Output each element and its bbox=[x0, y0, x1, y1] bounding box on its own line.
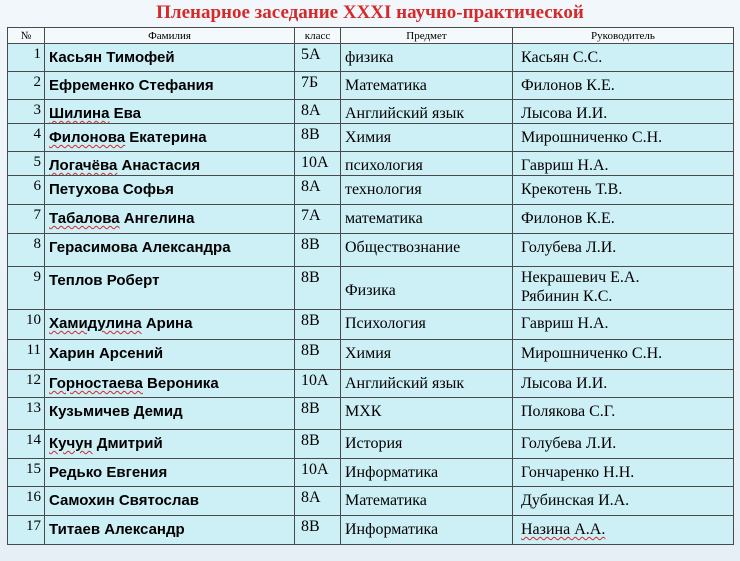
student-firstname: Стефания bbox=[134, 77, 214, 94]
student-name bbox=[45, 430, 295, 459]
header-leader: Руководитель bbox=[513, 28, 734, 44]
class-cell: 8А bbox=[295, 487, 341, 516]
student-surname: Хамидулина bbox=[49, 315, 142, 332]
leader-name: Лысова И.И. bbox=[521, 105, 608, 122]
subject-cell: Химия bbox=[341, 124, 513, 152]
row-number: 1 bbox=[8, 44, 45, 72]
leader-name-2: Рябинин К.С. bbox=[521, 288, 613, 305]
subject-cell: Обществознание bbox=[341, 234, 513, 267]
leader-cell bbox=[513, 100, 734, 124]
student-name bbox=[45, 205, 295, 234]
student-name bbox=[45, 398, 295, 430]
student-firstname: Александра bbox=[137, 239, 231, 256]
student-surname: Харин bbox=[49, 345, 95, 362]
row-number: 17 bbox=[8, 516, 45, 545]
leader-name: Гавриш Н.А. bbox=[521, 315, 609, 332]
subject-cell: История bbox=[341, 430, 513, 459]
row-number: 11 bbox=[8, 340, 45, 370]
leader-cell bbox=[513, 44, 734, 72]
leader-cell bbox=[513, 340, 734, 370]
table-row bbox=[8, 176, 734, 205]
student-firstname: Софья bbox=[118, 181, 174, 198]
leader-cell bbox=[513, 310, 734, 340]
student-surname: Герасимова bbox=[49, 239, 138, 256]
subject-cell: Физика bbox=[341, 267, 513, 310]
student-firstname: Демид bbox=[129, 403, 183, 420]
subject-cell: Психология bbox=[341, 310, 513, 340]
class-cell: 8А bbox=[295, 100, 341, 124]
student-name bbox=[45, 124, 295, 152]
subject-cell: психология bbox=[341, 152, 513, 176]
table-header-row bbox=[8, 28, 734, 44]
subject-cell: МХК bbox=[341, 398, 513, 430]
student-surname: Самохин bbox=[49, 492, 115, 509]
subject-cell: Английский язык bbox=[341, 370, 513, 398]
student-surname: Петухова bbox=[49, 181, 119, 198]
student-name bbox=[45, 310, 295, 340]
student-surname: Табалова bbox=[49, 210, 120, 227]
header-name: Фамилия bbox=[45, 28, 295, 44]
student-name bbox=[45, 152, 295, 176]
class-cell: 8В bbox=[295, 516, 341, 545]
leader-name: Голубева Л.И. bbox=[521, 239, 617, 256]
student-name bbox=[45, 44, 295, 72]
leader-name: Мирошниченко С.Н. bbox=[521, 345, 663, 362]
slide-title: Пленарное заседание XXXI научно-практической bbox=[156, 2, 584, 23]
row-number: 10 bbox=[8, 310, 45, 340]
table-row bbox=[8, 430, 734, 459]
student-surname: Титаев bbox=[49, 521, 101, 538]
row-number: 8 bbox=[8, 234, 45, 267]
row-number: 7 bbox=[8, 205, 45, 234]
student-name bbox=[45, 176, 295, 205]
table-body bbox=[8, 44, 734, 545]
row-number: 9 bbox=[8, 267, 45, 310]
student-firstname: Тимофей bbox=[102, 49, 175, 66]
student-firstname: Святослав bbox=[114, 492, 199, 509]
class-cell: 8В bbox=[295, 430, 341, 459]
table-row bbox=[8, 234, 734, 267]
table-row bbox=[8, 152, 734, 176]
student-firstname: Вероника bbox=[142, 375, 219, 392]
class-cell: 8А bbox=[295, 176, 341, 205]
leader-name: Гавриш Н.А. bbox=[521, 157, 609, 174]
row-number: 16 bbox=[8, 487, 45, 516]
subject-cell: Математика bbox=[341, 487, 513, 516]
student-name bbox=[45, 340, 295, 370]
leader-name: Некрашевич Е.А. bbox=[521, 269, 640, 286]
class-cell: 8В bbox=[295, 234, 341, 267]
leader-name: Мирошниченко С.Н. bbox=[521, 129, 663, 146]
student-surname: Ефременко bbox=[49, 77, 135, 94]
student-surname: Логачёва bbox=[49, 157, 118, 174]
row-number: 5 bbox=[8, 152, 45, 176]
student-name bbox=[45, 267, 295, 310]
student-surname: Редько bbox=[49, 464, 103, 481]
student-firstname: Арина bbox=[141, 315, 193, 332]
student-name bbox=[45, 72, 295, 100]
table-row bbox=[8, 72, 734, 100]
row-number: 3 bbox=[8, 100, 45, 124]
leader-name: Дубинская И.А. bbox=[521, 492, 630, 509]
leader-name: Филонов К.Е. bbox=[521, 77, 615, 94]
row-number: 12 bbox=[8, 370, 45, 398]
class-cell: 8В bbox=[295, 340, 341, 370]
header-subject: Предмет bbox=[341, 28, 513, 44]
leader-cell bbox=[513, 487, 734, 516]
leader-name: Назина А.А. bbox=[521, 521, 606, 538]
subject-cell: физика bbox=[341, 44, 513, 72]
leader-name: Касьян С.С. bbox=[521, 49, 603, 66]
subject-cell: Химия bbox=[341, 340, 513, 370]
row-number: 6 bbox=[8, 176, 45, 205]
class-cell: 8В bbox=[295, 310, 341, 340]
class-cell: 10А bbox=[295, 459, 341, 487]
class-cell: 8В bbox=[295, 267, 341, 310]
student-surname: Горностаева bbox=[49, 375, 143, 392]
subject-cell: математика bbox=[341, 205, 513, 234]
table-row bbox=[8, 516, 734, 545]
student-name bbox=[45, 234, 295, 267]
table-row bbox=[8, 340, 734, 370]
class-cell: 7Б bbox=[295, 72, 341, 100]
leader-cell bbox=[513, 430, 734, 459]
table-row bbox=[8, 370, 734, 398]
header-num: № bbox=[8, 28, 45, 44]
leader-name: Крекотень Т.В. bbox=[521, 181, 623, 198]
student-firstname: Ангелина bbox=[119, 210, 195, 227]
row-number: 14 bbox=[8, 430, 45, 459]
participants-table bbox=[7, 27, 734, 545]
row-number: 4 bbox=[8, 124, 45, 152]
table-row bbox=[8, 398, 734, 430]
leader-cell bbox=[513, 205, 734, 234]
student-name bbox=[45, 516, 295, 545]
student-firstname: Екатерина bbox=[125, 129, 207, 146]
student-surname: Теплов bbox=[49, 272, 103, 289]
leader-name: Лысова И.И. bbox=[521, 375, 608, 392]
student-surname: Шилина bbox=[49, 105, 110, 122]
leader-cell bbox=[513, 124, 734, 152]
student-name bbox=[45, 370, 295, 398]
leader-cell bbox=[513, 267, 734, 310]
class-cell: 8В bbox=[295, 124, 341, 152]
leader-name: Полякова С.Г. bbox=[521, 403, 616, 420]
student-surname: Кузьмичев bbox=[49, 403, 130, 420]
subject-cell: Математика bbox=[341, 72, 513, 100]
student-firstname: Евгения bbox=[102, 464, 168, 481]
leader-cell bbox=[513, 176, 734, 205]
student-surname: Кучун bbox=[49, 435, 93, 452]
leader-name: Голубева Л.И. bbox=[521, 435, 617, 452]
subject-cell: Информатика bbox=[341, 516, 513, 545]
leader-cell bbox=[513, 234, 734, 267]
subject-cell: технология bbox=[341, 176, 513, 205]
table-row bbox=[8, 459, 734, 487]
subject-cell: Английский язык bbox=[341, 100, 513, 124]
leader-cell bbox=[513, 459, 734, 487]
subject-cell: Информатика bbox=[341, 459, 513, 487]
student-name bbox=[45, 459, 295, 487]
leader-name: Филонов К.Е. bbox=[521, 210, 615, 227]
table-row bbox=[8, 205, 734, 234]
student-firstname: Анастасия bbox=[117, 157, 201, 174]
student-name bbox=[45, 487, 295, 516]
leader-cell bbox=[513, 398, 734, 430]
table-row bbox=[8, 267, 734, 310]
student-surname: Филонова bbox=[49, 129, 126, 146]
table-row bbox=[8, 487, 734, 516]
class-cell: 5А bbox=[295, 44, 341, 72]
leader-cell bbox=[513, 152, 734, 176]
leader-cell bbox=[513, 516, 734, 545]
student-firstname: Арсений bbox=[94, 345, 164, 362]
table-row bbox=[8, 310, 734, 340]
table-row bbox=[8, 44, 734, 72]
row-number: 2 bbox=[8, 72, 45, 100]
row-number: 15 bbox=[8, 459, 45, 487]
class-cell: 8В bbox=[295, 398, 341, 430]
class-cell: 10А bbox=[295, 152, 341, 176]
student-firstname: Роберт bbox=[102, 272, 160, 289]
leader-name: Гончаренко Н.Н. bbox=[521, 464, 635, 481]
student-surname: Касьян bbox=[49, 49, 103, 66]
class-cell: 10А bbox=[295, 370, 341, 398]
leader-cell bbox=[513, 370, 734, 398]
leader-cell bbox=[513, 72, 734, 100]
class-cell: 7А bbox=[295, 205, 341, 234]
table-row bbox=[8, 100, 734, 124]
student-firstname: Дмитрий bbox=[92, 435, 163, 452]
header-class: класс bbox=[295, 28, 341, 44]
student-name bbox=[45, 100, 295, 124]
table-row bbox=[8, 124, 734, 152]
row-number: 13 bbox=[8, 398, 45, 430]
student-firstname: Ева bbox=[109, 105, 141, 122]
student-firstname: Александр bbox=[100, 521, 185, 538]
